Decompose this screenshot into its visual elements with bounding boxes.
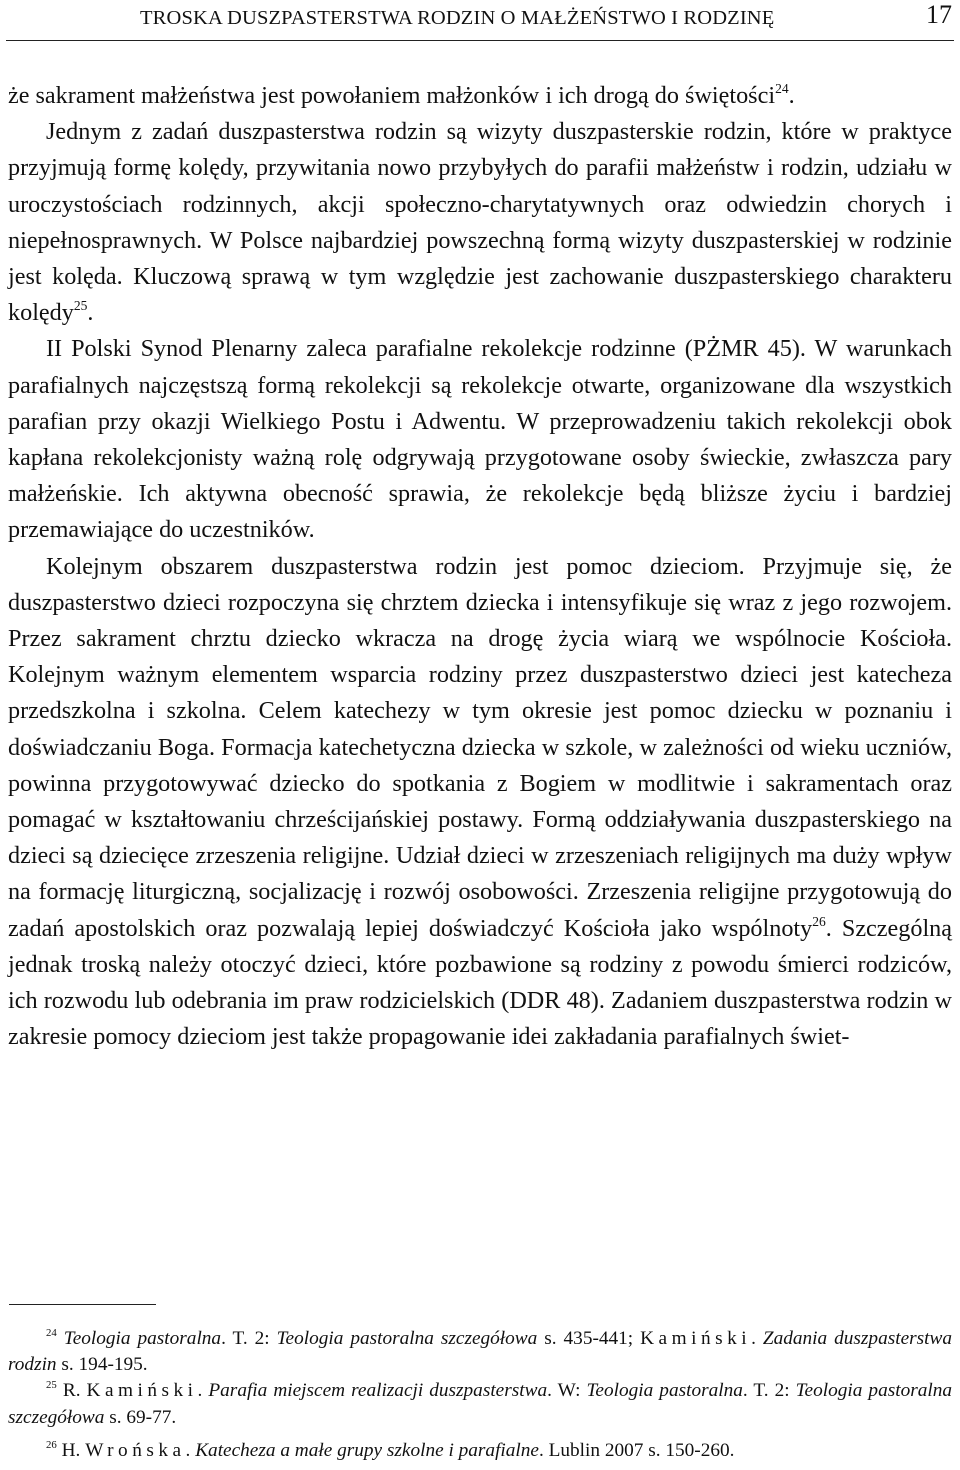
- paragraph-1: [8, 78, 952, 114]
- footnote-25: $^{25}$ R. Kamiński. Parafia miejscem realizacji duszpasterstwa. W: Teologia pastoralna. T. 2: Teologia pastoralna szczegółowa s. 69-77.: [8, 1379, 952, 1428]
- paragraph-text: Jednym z zadań duszpasterstwa rodzin są wizyty duszpasterskie rodzin, które w praktyce przyjmują formę kolędy, przywitania nowo przybyłych do parafii małżeństw i rodzin, udziału w uroczystościach rodzinnych, akcji społeczno-charytatywnych oraz odwiedzin chorych i niepełnosprawnych. W Polsce najbardziej powszechną formą wizyty duszpasterskiej w rodzinie jest kolęda. Kluczową sprawą w tym względzie jest zachowanie duszpasterskiego charakteru kolędy: [8, 118, 952, 327]
- footnote-number: 24: [46, 1326, 57, 1339]
- cited-author: Wrońska: [85, 1439, 186, 1461]
- footnote-separator: [9, 1304, 156, 1305]
- footnote-ref-25[interactable]: 25: [73, 298, 88, 314]
- paragraph-tail: .: [87, 299, 94, 327]
- cited-author: Kamiński: [86, 1380, 198, 1402]
- paragraph-tail: .: [788, 82, 795, 109]
- footnote-24: $^{24}$ Teologia pastoralna. T. 2: Teologia pastoralna szczegółowa s. 435-441; Kamiński. Zadania duszpasterstwa rodzin s. 194-195.: [8, 1326, 952, 1376]
- paragraph-tail: . Szczególną jednak troską należy otoczyć dzieci, które pozbawione są rodziny z powodu śmierci rodziców, ich rozwodu lub odebrania im praw rodzicielskich (DDR 48). Zadaniem duszpasterstwa rodzin w zakresie pomocy dzieciom jest także propagowanie idei zakładania parafialnych świet-: [8, 914, 953, 1051]
- cited-title: Parafia miejscem realizacji duszpasterstwa: [208, 1380, 548, 1402]
- cited-author: Kamiński: [640, 1328, 752, 1349]
- footnote-ref-26[interactable]: 26: [812, 913, 826, 929]
- paragraph-3: II Polski Synod Plenarny zaleca parafialne rekolekcje rodzinne (PŻMR 45). W warunkach parafialnych najczęstszą formą rekolekcji są rekolekcje otwarte, organizowane dla wszystkich parafian przy okazji Wielkiego Postu i Adwentu. W przeprowadzeniu takich rekolekcji obok kapłana rekolekcjonisty ważną rolę odgrywają przygotowane osoby świeckie, zwłaszcza pary małżeńskie. Ich aktywna obecność sprawia, że rekolekcje będą bliższe życiu i bardziej przemawiające do uczestników.: [8, 335, 952, 544]
- footnote-number: 25: [46, 1379, 57, 1392]
- running-header: [6, 0, 954, 41]
- footnotes: [8, 1326, 952, 1464]
- paragraph-text: że sakrament małżeństwa jest powołaniem małżonków i ich drogą do świętości: [8, 82, 776, 109]
- cited-title: Katecheza a małe grupy szkolne i parafialne: [195, 1439, 539, 1461]
- paragraph-2: [8, 114, 952, 331]
- cited-title: Teologia pastoralna szczegółowa: [276, 1328, 538, 1349]
- running-title: TROSKA DUSZPASTERSTWA RODZIN O MAŁŻEŃSTWO I RODZINĘ: [140, 7, 775, 29]
- footnote-26: $^{26}$ H. Wrońska. Katecheza a małe grupy szkolne i parafialne. Lublin 2007 s. 150-260.: [46, 1438, 735, 1461]
- footnote-ref-24[interactable]: 24: [775, 80, 789, 96]
- paragraph-4: [8, 549, 952, 1056]
- paragraph-text: Kolejnym obszarem duszpasterstwa rodzin jest pomoc dzieciom. Przyjmuje się, że duszpasterstwo dzieci rozpoczyna się chrztem dziecka i intensyfikuje się wraz z jego rozwojem. Przez sakrament chrztu dziecko wkracza na drogę życia wiarą we wspólnocie Kościoła. Kolejnym ważnym elementem wsparcia rodziny przez duszpasterstwo dzieci jest katecheza przedszkolna i szkolna. Celem katechezy w tym okresie jest pomoc dziecku w poznaniu i doświadczaniu Boga. Formacja katechetyczna dziecka w szkole, w zależności od wieku uczniów, powinna przygotowywać dziecko do spotkania z Bogiem w modlitwie i sakramentach oraz pomagać w kształtowaniu chrześcijańskiej postawy. Formą oddziaływania duszpasterskiego na dzieci są dziecięce zrzeszenia religijne. Udział dzieci w zrzeszeniach religijnych ma duży wpływ na formację liturgiczną, socjalizację i rozwój osobowości. Zrzeszenia religijne przygotowują do zadań apostolskich oraz pozwalają lepiej doświadczyć Kościoła jako wspólnoty: [8, 552, 952, 942]
- cited-title: Teologia pastoralna szczegółowa: [8, 1380, 952, 1428]
- main-text: [8, 78, 952, 1055]
- page-number: 17: [926, 0, 952, 29]
- cited-title: Teologia pastoralna: [63, 1328, 222, 1349]
- cited-title: Teologia pastoralna: [586, 1380, 743, 1402]
- cited-title: Zadania duszpasterstwa rodzin: [8, 1328, 952, 1376]
- footnote-number: 26: [46, 1438, 57, 1451]
